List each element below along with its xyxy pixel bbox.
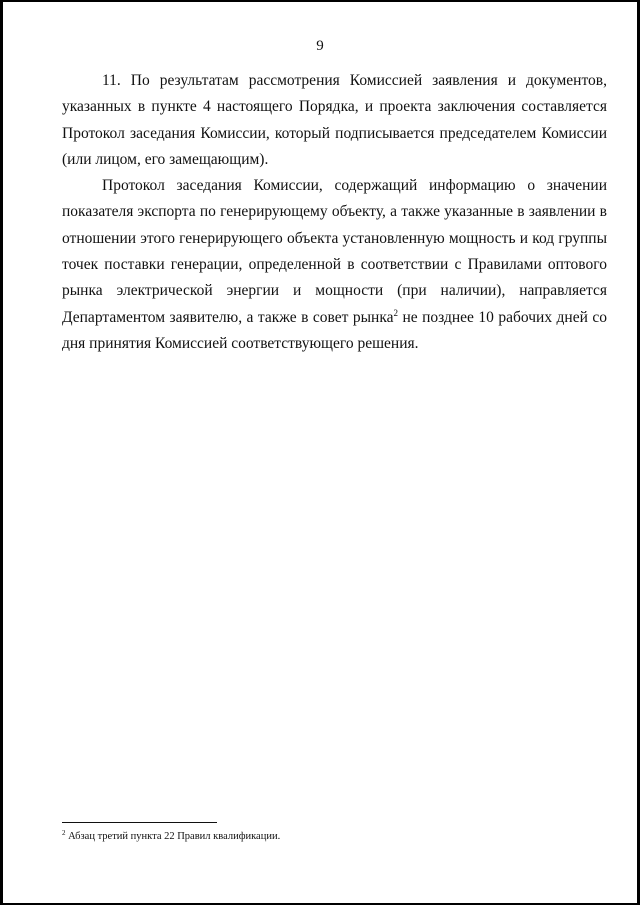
- footnote: [62, 830, 607, 843]
- page-number: 9: [316, 38, 324, 54]
- footnote-separator: [62, 822, 217, 823]
- document-body: [62, 68, 607, 357]
- paragraph-11: 11. По результатам рассмотрения Комиссией заявления и документов, указанных в пункте 4 настоящего Порядка, и проекта заключения составляется Протокол заседания Комиссии, который подписывается председателем Комиссии (или лицом, его замещающим).: [62, 72, 607, 168]
- paragraph-protocol-text-start: Протокол заседания Комиссии, содержащий информацию о значении показателя экспорта по генерирующему объекту, а также указанные в заявлении в отношении этого генерирующего объекта установленную мощность и код группы точек поставки генерации, определенной в соответствии с Правилами оптового рынка электрической энергии и мощности (при наличии), направляется Департаментом заявителю, а также в совет рынка: [62, 177, 607, 326]
- scan-border-left: [0, 0, 3, 905]
- paragraph-protocol-text-end: не позднее 10 рабочих дней со дня принятия Комиссией соответствующего решения.: [62, 308, 607, 352]
- paragraph-protocol: [62, 173, 607, 357]
- footnote-marker: 2: [62, 829, 66, 837]
- footnote-reference[interactable]: 2: [393, 307, 398, 318]
- footnote-text: Абзац третий пункта 22 Правил квалификации.: [65, 831, 281, 842]
- scan-border-top: [0, 0, 640, 2]
